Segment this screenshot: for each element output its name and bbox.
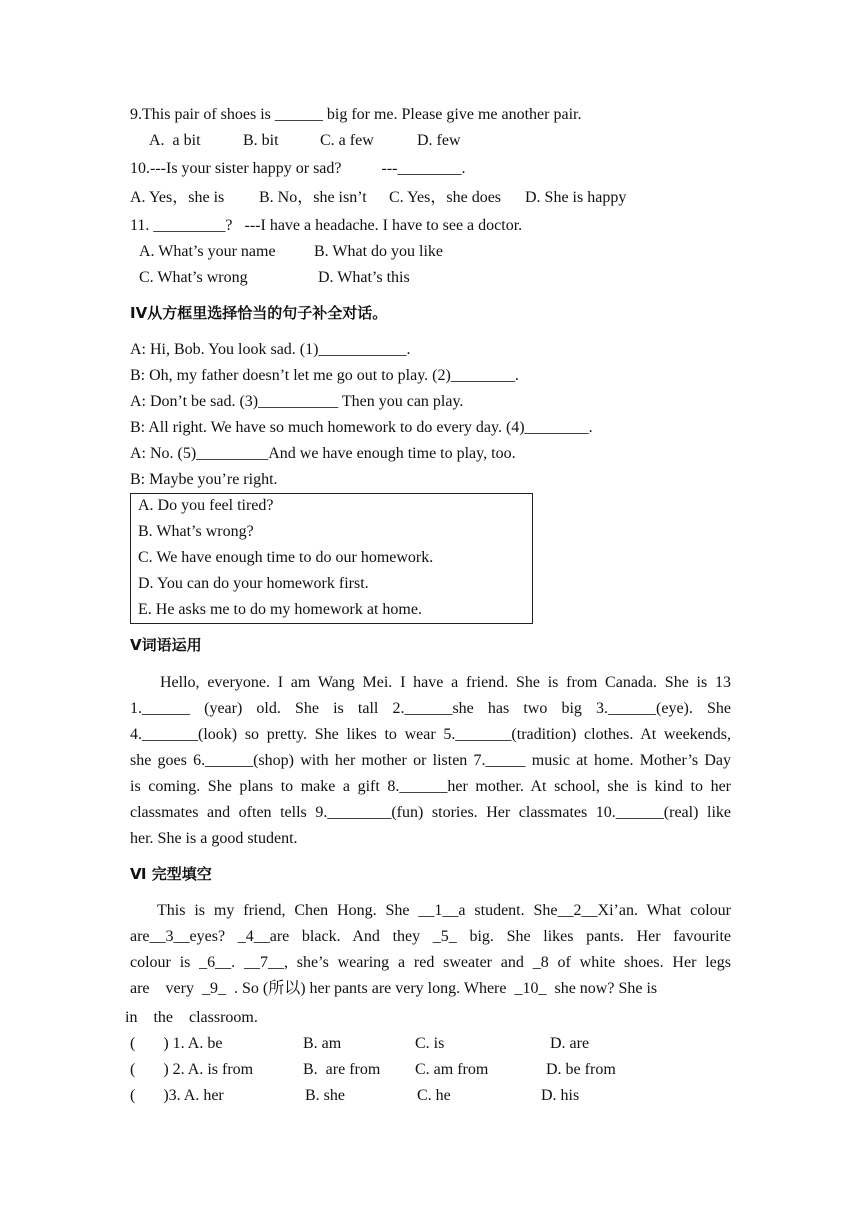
box-option: D. You can do your homework first. <box>138 575 369 592</box>
cloze-line: colour is _6__. __7__, she’s wearing a red sweater and _8 of white shoes. Her legs <box>130 954 731 971</box>
cloze-option-b: B. are from <box>303 1061 381 1078</box>
q10-option-c: C. Yes，she does <box>389 189 502 206</box>
dialogue-line: A: Hi, Bob. You look sad. (1)___________. <box>130 341 411 358</box>
q11-stem: 11. _________? ---I have a headache. I have to see a doctor. <box>130 217 523 234</box>
cloze-question-number: ( ) 2. A. is from <box>130 1061 254 1078</box>
cloze-option-d: D. be from <box>546 1061 616 1078</box>
cloze-option-b: B. she <box>305 1087 345 1104</box>
passage-line: she goes 6.______(shop) with her mother or listen 7._____ music at home. Mother’s Day <box>130 752 731 769</box>
q10-stem: 10.---Is your sister happy or sad? ---________. <box>130 160 466 177</box>
cloze-option-c: C. is <box>415 1035 445 1052</box>
dialogue-line: B: Maybe you’re right. <box>130 471 278 488</box>
dialogue-line: A: Don’t be sad. (3)__________ Then you can play. <box>130 393 464 410</box>
passage-line: classmates and often tells 9.________(fun) stories. Her classmates 10.______(real) like <box>130 804 731 821</box>
cloze-option-d: D. are <box>550 1035 590 1052</box>
q10-option-d: D. She is happy <box>525 189 627 206</box>
q11-option-a: A. What’s your name <box>139 243 276 260</box>
dialogue-line: B: Oh, my father doesn’t let me go out to play. (2)________. <box>130 367 519 384</box>
cloze-question-number: ( ) 1. A. be <box>130 1035 223 1052</box>
q9-option-a: A. a bit <box>149 132 201 149</box>
q11-option-c: C. What’s wrong <box>139 269 248 286</box>
q9-option-d: D. few <box>417 132 461 149</box>
box-option: C. We have enough time to do our homework. <box>138 549 434 566</box>
q9-stem: 9.This pair of shoes is ______ big for me. Please give me another pair. <box>130 106 582 123</box>
box-option: E. He asks me to do my homework at home. <box>138 601 422 618</box>
cloze-line: This is my friend, Chen Hong. She __1__a student. She__2__Xi’an. What colour <box>157 902 731 919</box>
passage-line: her. She is a good student. <box>130 830 298 847</box>
box-option: A. Do you feel tired? <box>138 497 274 514</box>
passage-line: 4._______(look) so pretty. She likes to wear 5._______(tradition) clothes. At weekends, <box>130 726 731 743</box>
q10-option-a: A. Yes，she is <box>130 189 225 206</box>
q10-option-b: B. No，she isn’t <box>259 189 367 206</box>
cloze-line: are__3__eyes? _4__are black. And they _5_ big. She likes pants. Her favourite <box>130 928 731 945</box>
q9-option-c: C. a few <box>320 132 374 149</box>
cloze-option-c: C. am from <box>415 1061 489 1078</box>
passage-line: Hello, everyone. I am Wang Mei. I have a friend. She is from Canada. She is 13 <box>160 674 731 691</box>
q11-option-d: D. What’s this <box>318 269 410 286</box>
section4-title: IV从方框里选择恰当的句子补全对话。 <box>130 304 388 322</box>
passage-line: 1.______ (year) old. She is tall 2.______she has two big 3.______(eye). She <box>130 700 731 717</box>
cloze-question-number: ( )3. A. her <box>130 1087 224 1104</box>
cloze-option-d: D. his <box>541 1087 580 1104</box>
q11-option-b: B. What do you like <box>314 243 444 260</box>
cloze-line: in the classroom. <box>125 1009 258 1026</box>
cloze-option-b: B. am <box>303 1035 342 1052</box>
section6-title: Ⅵ 完型填空 <box>130 865 212 883</box>
passage-line: is coming. She plans to make a gift 8.______her mother. At school, she is kind to her <box>130 778 731 795</box>
section5-title: V词语运用 <box>130 636 202 654</box>
q9-option-b: B. bit <box>243 132 279 149</box>
dialogue-line: B: All right. We have so much homework to do every day. (4)________. <box>130 419 593 436</box>
cloze-option-c: C. he <box>417 1087 451 1104</box>
cloze-line: are very _9_ . So (所以) her pants are very long. Where _10_ she now? She is <box>130 980 658 997</box>
box-option: B. What’s wrong? <box>138 523 254 540</box>
dialogue-line: A: No. (5)_________And we have enough time to play, too. <box>130 445 516 462</box>
